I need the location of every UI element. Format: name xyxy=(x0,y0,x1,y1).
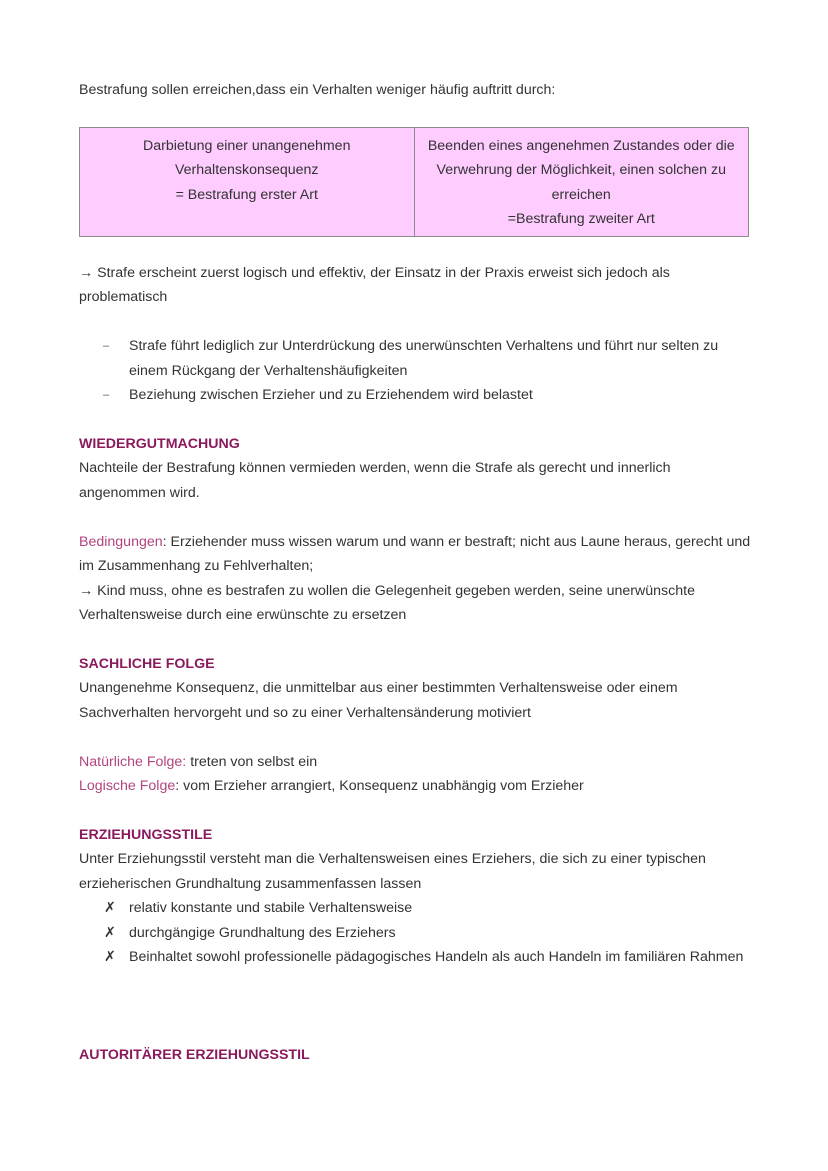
document-content xyxy=(79,78,759,1067)
table-row xyxy=(80,127,749,236)
list-item-text: Beziehung zwischen Erzieher und zu Erziehendem wird belastet xyxy=(129,387,533,403)
natural-consequence xyxy=(79,750,759,775)
table-cell-first-type: Darbietung einer unangenehmen Verhaltenskonsequenz = Bestrafung erster Art xyxy=(80,127,415,236)
sachliche-folge-text: Unangenehme Konsequenz, die unmittelbar aus einer bestimmten Verhaltensweise oder einem Sachverhalten hervorgeht und so zu einer Verhaltensänderung motiviert xyxy=(79,680,678,721)
dash-marker: – xyxy=(103,389,110,401)
heading-erziehungsstile: ERZIEHUNGSSTILE xyxy=(79,826,213,843)
list-item xyxy=(79,896,759,921)
natural-consequence-text: treten von selbst ein xyxy=(186,753,318,770)
intro-text: Bestrafung sollen erreichen,dass ein Verhalten weniger häufig auftritt durch: xyxy=(79,82,556,98)
heading-sachliche-folge: SACHLICHE FOLGE xyxy=(79,655,215,672)
cross-mark-icon: ✗ xyxy=(104,924,116,941)
logical-consequence-label: Logische Folge xyxy=(79,778,176,794)
erziehungsstile-list xyxy=(79,896,759,970)
dash-marker: – xyxy=(103,340,110,352)
list-item-text: Beinhaltet sowohl professionelle pädagogisches Handeln als auch Handeln im familiären Rahmen xyxy=(129,949,744,965)
list-item xyxy=(79,334,759,383)
conditions-paragraph xyxy=(79,530,759,579)
arrow-statement: → Strafe erscheint zuerst logisch und effektiv, der Einsatz in der Praxis erweist sich jedoch als problematisch xyxy=(79,264,670,305)
list-item-text: relativ konstante und stabile Verhaltensweise xyxy=(129,900,413,916)
list-item-text: Strafe führt lediglich zur Unterdrückung des unerwünschten Verhaltens und führt nur selten zu einem Rückgang der Verhaltenshäufigkeiten xyxy=(129,338,719,379)
punishment-table xyxy=(79,127,749,237)
erziehungsstile-text: Unter Erziehungsstil versteht man die Verhaltensweisen eines Erziehers, die sich zu einer typischen erzieherischen Grundhaltung zusammenfassen lassen xyxy=(79,851,706,892)
problems-list xyxy=(79,334,759,408)
conditions-label: Bedingungen xyxy=(79,533,163,550)
table-cell-second-type: Beenden eines angenehmen Zustandes oder die Verwehrung der Möglichkeit, einen solchen zu erreichen =Bestrafung zweiter Art xyxy=(414,127,749,236)
heading-autoritaerer-erziehungsstil: AUTORITÄRER ERZIEHUNGSSTIL xyxy=(79,1046,310,1063)
cross-mark-icon: ✗ xyxy=(104,900,116,916)
natural-consequence-label: Natürliche Folge: xyxy=(79,753,187,770)
logical-consequence-text: : vom Erzieher arrangiert, Konsequenz unabhängig vom Erzieher xyxy=(175,778,584,794)
conditions-text: : Erziehender muss wissen warum und wann er bestraft; nicht aus Laune heraus, gerecht und im Zusammenhang zu Fehlverhalten; xyxy=(79,533,751,574)
conditions-arrow-text: → Kind muss, ohne es bestrafen zu wollen die Gelegenheit gegeben werden, seine unerwünschte Verhaltensweise durch eine erwünschte zu ersetzen xyxy=(79,582,695,623)
list-item xyxy=(79,945,759,970)
cross-mark-icon: ✗ xyxy=(104,949,116,965)
wiedergutmachung-text: Nachteile der Bestrafung können vermieden werden, wenn die Strafe als gerecht und innerlich angenommen wird. xyxy=(79,460,671,501)
list-item-text: durchgängige Grundhaltung des Erziehers xyxy=(129,924,396,941)
list-item xyxy=(79,383,759,408)
logical-consequence xyxy=(79,774,759,799)
list-item xyxy=(79,921,759,946)
heading-wiedergutmachung: WIEDERGUTMACHUNG xyxy=(79,435,240,452)
